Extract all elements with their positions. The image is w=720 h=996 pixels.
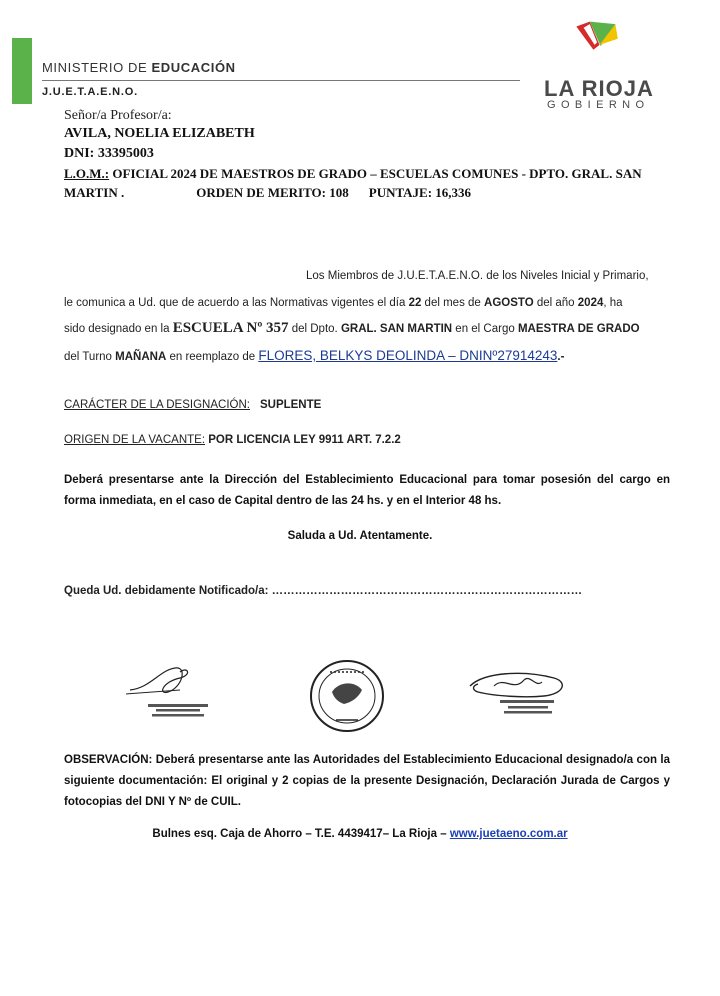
year: 2024	[577, 297, 604, 309]
day: 22	[408, 297, 422, 309]
lom-info	[64, 164, 664, 202]
designation-line	[64, 399, 670, 411]
lom-label: L.O.M.:	[64, 166, 110, 181]
lom-dept-end: MARTIN .	[64, 185, 125, 200]
shift: MAÑANA	[115, 351, 167, 363]
replaced-person: FLORES, BELKYS DEOLINDA – DNINº27914243	[258, 348, 558, 363]
logo-title: LA RIOJA	[544, 76, 654, 101]
observation-label: OBSERVACIÓN:	[64, 754, 153, 766]
org-acronym: J.U.E.T.A.E.N.O.	[42, 86, 138, 98]
body-paragraph	[64, 270, 670, 370]
official-seal-icon	[308, 658, 386, 734]
score: PUNTAJE: 16,336	[368, 185, 472, 200]
notified-line: Queda Ud. debidamente Notificado/a: ………………………………………………………………………	[64, 585, 583, 597]
instruction-paragraph: Deberá presentarse ante la Dirección del Establecimiento Educacional para tomar posesión del cargo en forma inmediata, en el caso de Capital dentro de las 24 hs. y en el Interior 48 hs.	[64, 474, 670, 507]
signature-right	[464, 664, 580, 720]
la-rioja-logo-icon	[565, 18, 645, 76]
lom-line1: OFICIAL 2024 DE MAESTROS DE GRADO – ESCUELAS COMUNES - DPTO. GRAL. SAN	[109, 166, 642, 181]
month: AGOSTO	[484, 297, 534, 309]
vacancy-value: POR LICENCIA LEY 9911 ART. 7.2.2	[205, 434, 401, 446]
recipient-name: AVILA, NOELIA ELIZABETH	[64, 126, 255, 141]
department: GRAL. SAN MARTIN	[340, 323, 453, 335]
green-accent-bar	[12, 38, 32, 104]
merit-order: ORDEN DE MERITO: 108	[196, 185, 349, 200]
body-line-4: del Turno MAÑANA en reemplazo de FLORES, BELKYS DEOLINDA – DNINº27914243.-	[64, 348, 565, 363]
body-line-3: sido designado en la ESCUELA Nº 357 del Dpto. GRAL. SAN MARTIN en el Cargo MAESTRA DE GRADO	[64, 320, 640, 336]
recipient-dni: DNI: 33395003	[64, 146, 154, 161]
designation-value: SUPLENTE	[259, 399, 322, 411]
salutation: Señor/a Profesor/a:	[64, 108, 172, 123]
vacancy-line	[64, 434, 670, 446]
ministry-name: MINISTERIO DE EDUCACIÓN	[42, 60, 236, 75]
logo-subtitle: GOBIERNO	[547, 99, 650, 111]
body-line-1: Los Miembros de J.U.E.T.A.E.N.O. de los Niveles Inicial y Primario,	[306, 270, 649, 282]
school: ESCUELA Nº 357	[172, 320, 289, 336]
position: MAESTRA DE GRADO	[517, 323, 640, 335]
observation-paragraph	[64, 750, 670, 813]
website-link[interactable]: www.juetaeno.com.ar	[449, 828, 568, 840]
vacancy-label: ORIGEN DE LA VACANTE:	[64, 434, 206, 446]
greeting: Saluda a Ud. Atentamente.	[287, 530, 433, 542]
designation-label: CARÁCTER DE LA DESIGNACIÓN:	[64, 399, 250, 411]
body-line-2: le comunica a Ud. que de acuerdo a las Normativas vigentes el día 22 del mes de AGOSTO del año 2024, ha	[64, 297, 623, 309]
header-rule	[42, 80, 520, 81]
observation-text: Deberá presentarse ante las Autoridades del Establecimiento Educacional designado/a con la siguiente documentación: El original y 2 copias de la presente Designación, Declaración Jurada de Cargos y fotocopias del DNI Y Nº de CUIL.	[64, 754, 670, 808]
footer-address: Bulnes esq. Caja de Ahorro – T.E. 4439417– La Rioja – www.juetaeno.com.ar	[152, 828, 568, 840]
signature-left	[120, 660, 230, 722]
